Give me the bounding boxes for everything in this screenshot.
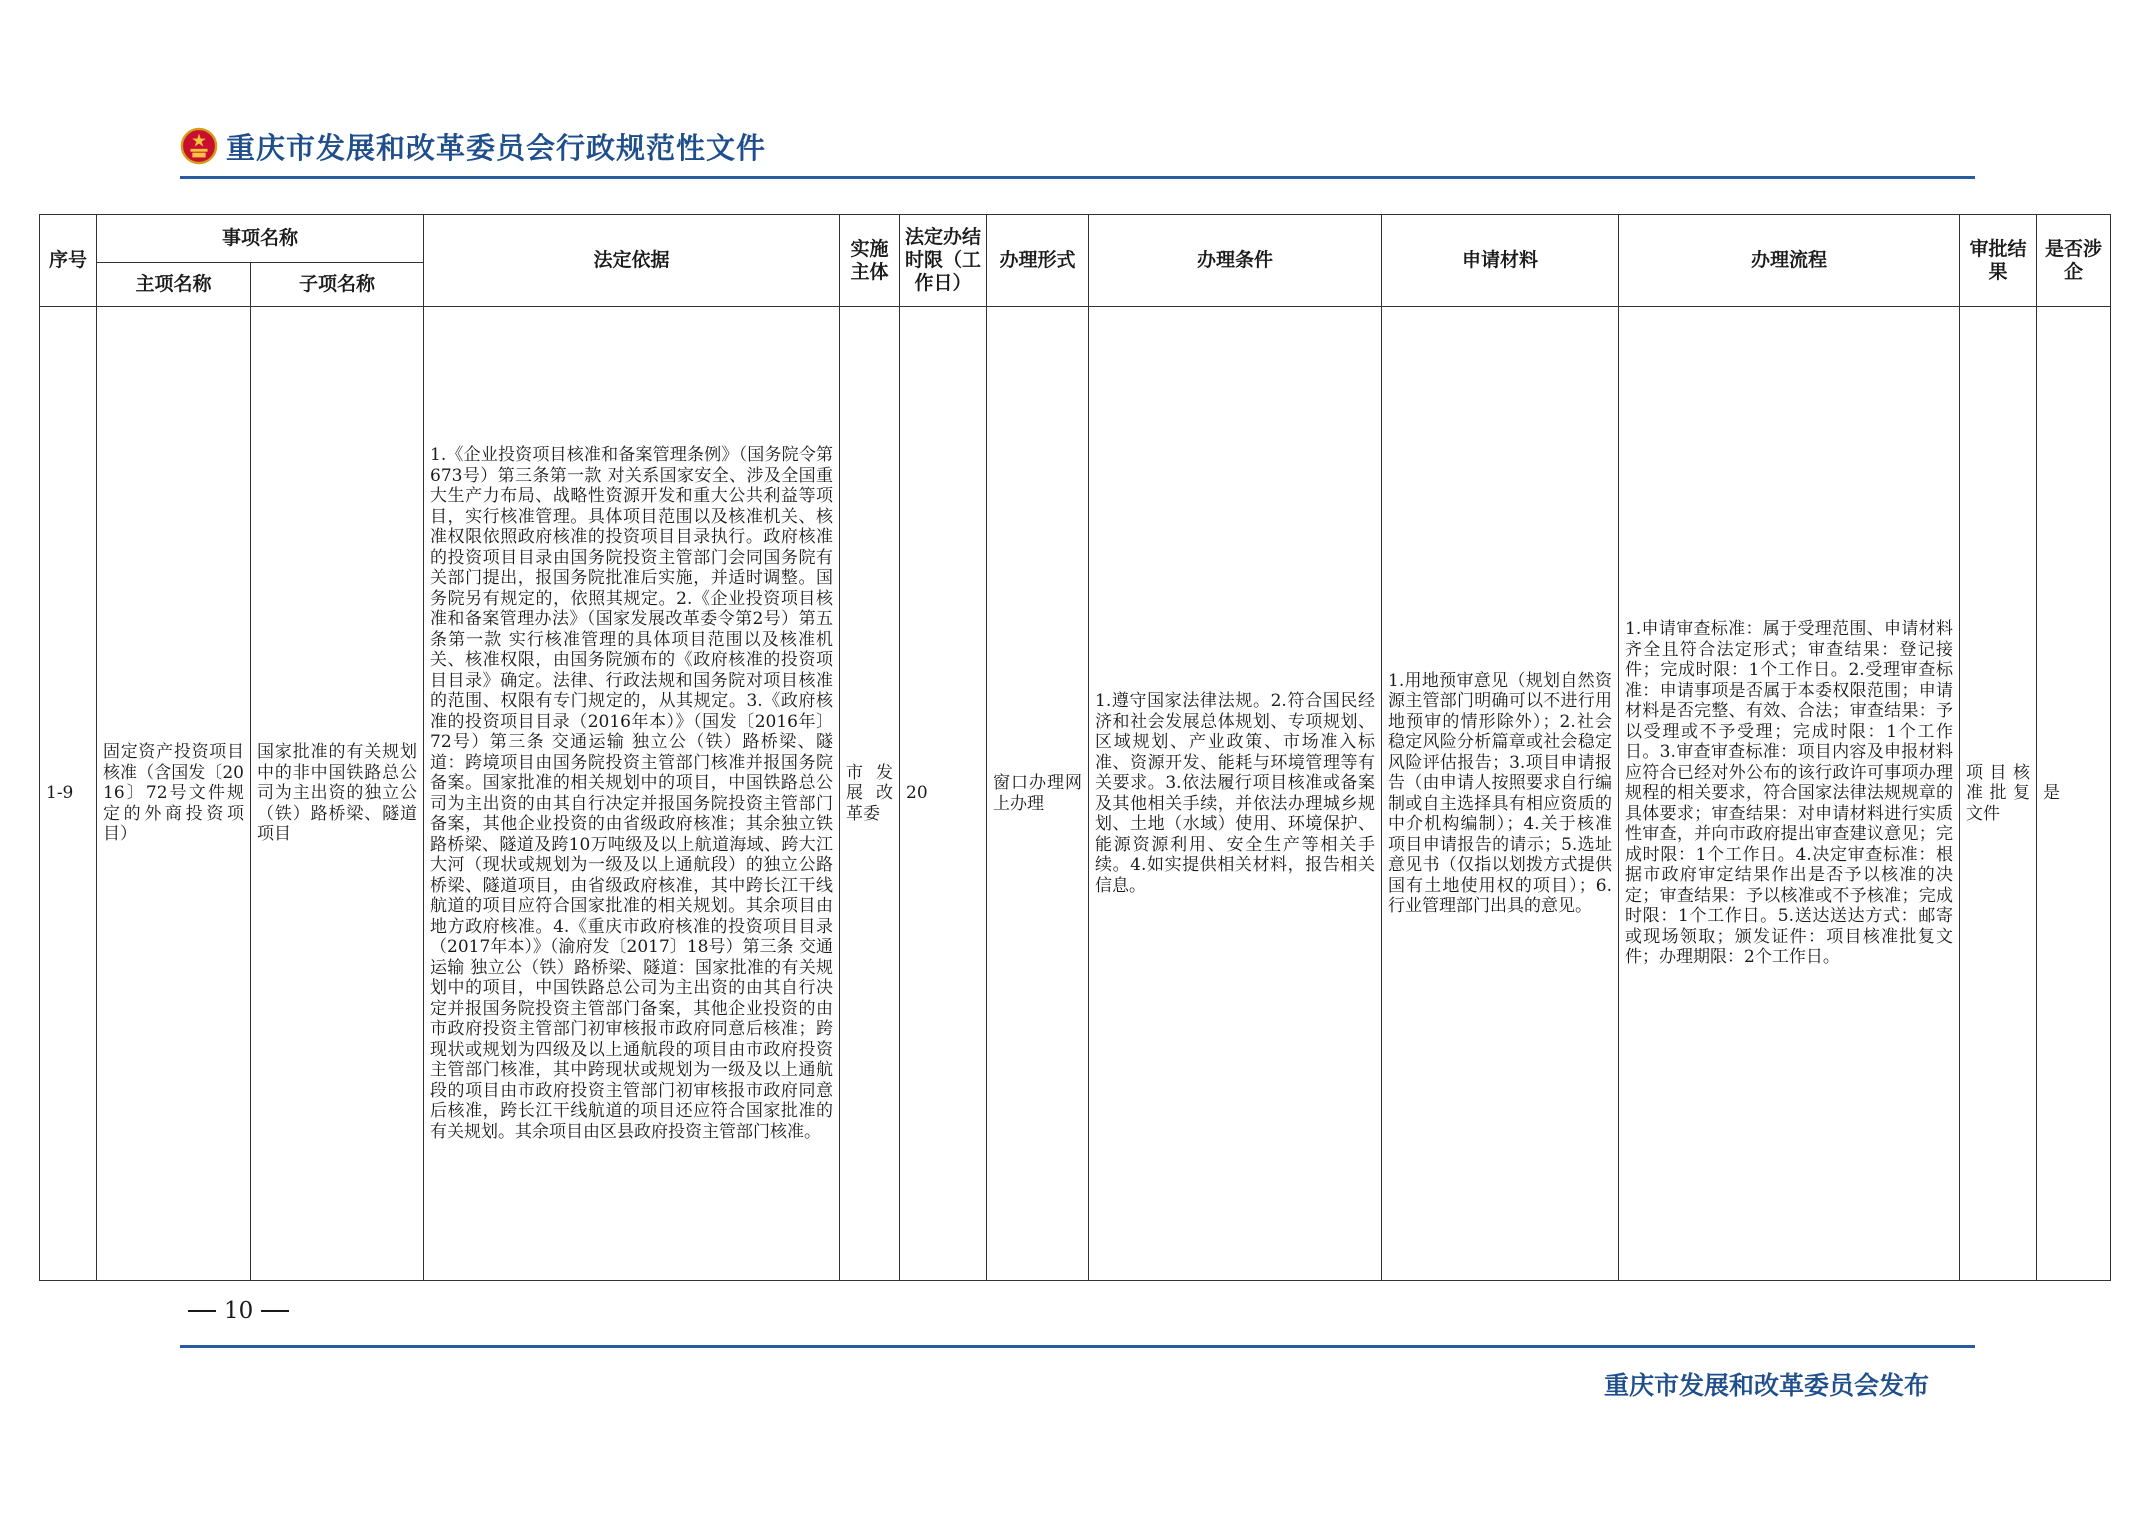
cell-legal-basis: 1.《企业投资项目核准和备案管理条例》（国务院令第673号）第三条第一款 对关系国家安全、涉及全国重大生产力布局、战略性资源开发和重大公共利益等项目，实行核准管理。具体项目范围以及核准机关、核准权限依照政府核准的投资项目目录执行。政府核准的投资项目目录由国务院投资主管部门会同国务院有关部门提出，报国务院批准后实施，并适时调整。国务院另有规定的，依照其规定。2.《企业投资项目核准和备案管理办法》（国家发展改革委令第2号）第五条第一款 实行核准管理的具体项目范围以及核准机关、核准权限，由国务院颁布的《政府核准的投资项目目录》确定。法律、行政法规和国务院对项目核准的范围、权限有专门规定的，从其规定。3.《政府核准的投资项目目录（2016年本）》（国发〔2016年〕72号）第三条 交通运输 独立公（铁）路桥梁、隧道：跨境项目由国务院投资主管部门核准并报国务院备案。国家批准的相关规划中的项目，中国铁路总公司为主出资的由其自行决定并报国务院投资主管部门备案，其他企业投资的由省级政府核准；其余独立铁路桥梁、隧道及跨10万吨级及以上航道海域、跨大江大河（现状或规划为一级及以上通航段）的独立公路桥梁、隧道项目，由省级政府核准，其中跨长江干线航道的项目应符合国家批准的相关规划。其余项目由地方政府核准。4.《重庆市政府核准的投资项目目录（2017年本）》（渝府发〔2017〕18号）第三条 交通运输 独立公（铁）路桥梁、隧道：国家批准的有关规划中的项目，中国铁路总公司为主出资的由其自行决定并报国务院投资主管部门备案，其他企业投资的由市政府投资主管部门初审核报市政府同意后核准；跨现状或规划为四级及以上通航段的项目由市政府投资主管部门核准，其中跨现状或规划为一级及以上通航段的项目由市政府投资主管部门初审核报市政府同意后核准，跨长江干线航道的项目还应符合国家批准的有关规划。其余项目由区县政府投资主管部门核准。 [424, 307, 840, 1281]
approval-items-table [39, 214, 2111, 1281]
document-header [180, 124, 766, 168]
header-authority: 实施主体 [840, 215, 900, 307]
header-method: 办理形式 [987, 215, 1089, 307]
cell-enterprise: 是 [2037, 307, 2111, 1281]
cell-materials: 1.用地预审意见（规划自然资源主管部门明确可以不进行用地预审的情形除外）；2.社会稳定风险分析篇章或社会稳定风险评估报告；3.项目申请报告（由申请人按照要求自行编制或自主选择具有相应资质的中介机构编制）；4.关于核准项目申请报告的请示；5.选址意见书（仅指以划拨方式提供国有土地使用权的项目）；6.行业管理部门出具的意见。 [1382, 307, 1619, 1281]
cell-result: 项目核准批复文件 [1960, 307, 2037, 1281]
cell-conditions: 1.遵守国家法律法规。2.符合国民经济和社会发展总体规划、专项规划、区域规划、产业政策、市场准入标准、资源开发、能耗与环境管理等有关要求。3.依法履行项目核准或备案及其他相关手续，并依法办理城乡规划、土地（水域）使用、环境保护、能源资源利用、安全生产等相关手续。4.如实提供相关材料，报告相关信息。 [1089, 307, 1382, 1281]
dash-right [261, 1310, 289, 1312]
cell-process: 1.申请审查标准：属于受理范围、申请材料齐全且符合法定形式；审查结果：登记接件；完成时限：1个工作日。2.受理审查标准：申请事项是否属于本委权限范围；申请材料是否完整、有效、合法；审查结果：予以受理或不予受理；完成时限：1个工作日。3.审查审查标准：项目内容及申报材料应符合已经对外公布的该行政许可事项办理规程的相关要求，符合国家法律法规规章的具体要求；审查结果：对申请材料进行实质性审查，并向市政府提出审查建议意见；完成时限：1个工作日。4.决定审查标准：根据市政府审定结果作出是否予以核准的决定；审查结果：予以核准或不予核准；完成时限：1个工作日。5.送达送达方式：邮寄或现场领取；颁发证件：项目核准批复文件；办理期限：2个工作日。 [1619, 307, 1960, 1281]
header-title: 重庆市发展和改革委员会行政规范性文件 [226, 130, 767, 165]
header-main-item: 主项名称 [97, 263, 251, 307]
header-enterprise: 是否涉企 [2037, 215, 2111, 307]
header-process: 办理流程 [1619, 215, 1960, 307]
page-number-block [180, 1298, 297, 1324]
header-divider [180, 176, 1975, 179]
header-time-limit: 法定办结时限（工作日） [900, 215, 987, 307]
publisher-label: 重庆市发展和改革委员会发布 [1603, 1371, 1929, 1400]
cell-time-limit: 20 [900, 307, 987, 1281]
header-materials: 申请材料 [1382, 215, 1619, 307]
footer-divider [180, 1345, 1975, 1348]
cell-main-item: 固定资产投资项目核准（含国发〔2016〕72号文件规定的外商投资项目） [97, 307, 251, 1281]
cell-method: 窗口办理网上办理 [987, 307, 1089, 1281]
header-legal-basis: 法定依据 [424, 215, 840, 307]
cell-authority: 市发展改革委 [840, 307, 900, 1281]
header-result: 审批结果 [1960, 215, 2037, 307]
dash-left [188, 1310, 216, 1312]
cell-seq: 1-9 [40, 307, 97, 1281]
national-emblem-icon [180, 127, 218, 165]
cell-sub-item: 国家批准的有关规划中的非中国铁路总公司为主出资的独立公（铁）路桥梁、隧道项目 [251, 307, 424, 1281]
table-row [40, 307, 2111, 1281]
page-number: 10 [224, 1298, 254, 1324]
header-sub-item: 子项名称 [251, 263, 424, 307]
header-seq: 序号 [40, 215, 97, 307]
header-conditions: 办理条件 [1089, 215, 1382, 307]
header-item-name: 事项名称 [97, 215, 424, 263]
